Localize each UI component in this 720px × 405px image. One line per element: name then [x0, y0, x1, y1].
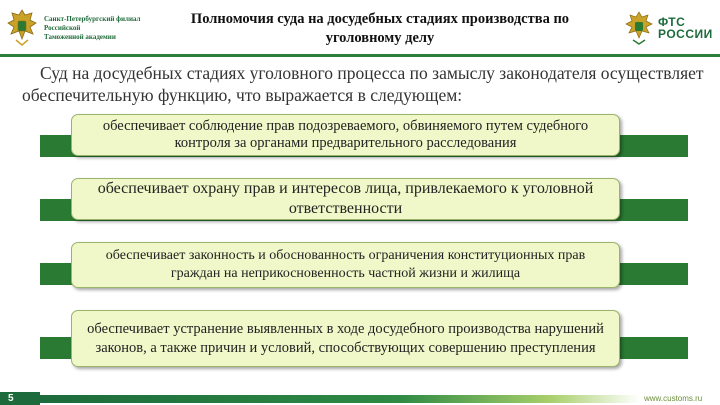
slide-title: Полномочия суда на досудебных стадиях производства по уголовному делу — [190, 11, 570, 46]
function-text: обеспечивает устранение выявленных в ходе досудебного производства нарушений законов, а также причин и условий, способствующих совершению преступления — [87, 320, 604, 356]
academy-name — [44, 15, 154, 42]
function-item-2 — [71, 178, 620, 220]
page-number: 5 — [0, 392, 40, 405]
academy-line: Таможенной академии — [44, 33, 116, 41]
fts-emblem-icon — [624, 10, 654, 46]
brand-line: РОССИИ — [658, 27, 713, 41]
lead-paragraph — [22, 62, 712, 106]
eagle-emblem-icon — [6, 7, 38, 47]
footer-bar — [40, 395, 640, 403]
function-item-4 — [71, 310, 620, 367]
academy-line: Санкт-Петербургский филиал — [44, 15, 141, 23]
header-divider — [0, 54, 720, 57]
function-item-1 — [71, 114, 620, 156]
brand-line: ФТС — [658, 15, 686, 29]
function-text: обеспечивает законность и обоснованность ограничения конституционных прав граждан на неприкосновенность частной жизни и жилища — [105, 248, 586, 281]
slide-footer — [0, 392, 720, 405]
lead-text: Суд на досудебных стадиях уголовного процесса по замыслу законодателя осуществляет обеспечительную функцию, что выражается в следующем: — [22, 63, 704, 105]
function-text: обеспечивает охрану прав и интересов лица, привлекаемого к уголовной ответственности — [97, 180, 594, 217]
fts-brand — [658, 16, 713, 40]
website-link[interactable]: www.customs.ru — [644, 394, 703, 403]
academy-line: Российской — [44, 24, 81, 32]
function-text: обеспечивает соблюдение прав подозреваемого, обвиняемого путем судебного контроля за органами предварительного расследования — [102, 118, 589, 151]
function-item-3 — [71, 242, 620, 288]
slide-header — [0, 0, 720, 56]
